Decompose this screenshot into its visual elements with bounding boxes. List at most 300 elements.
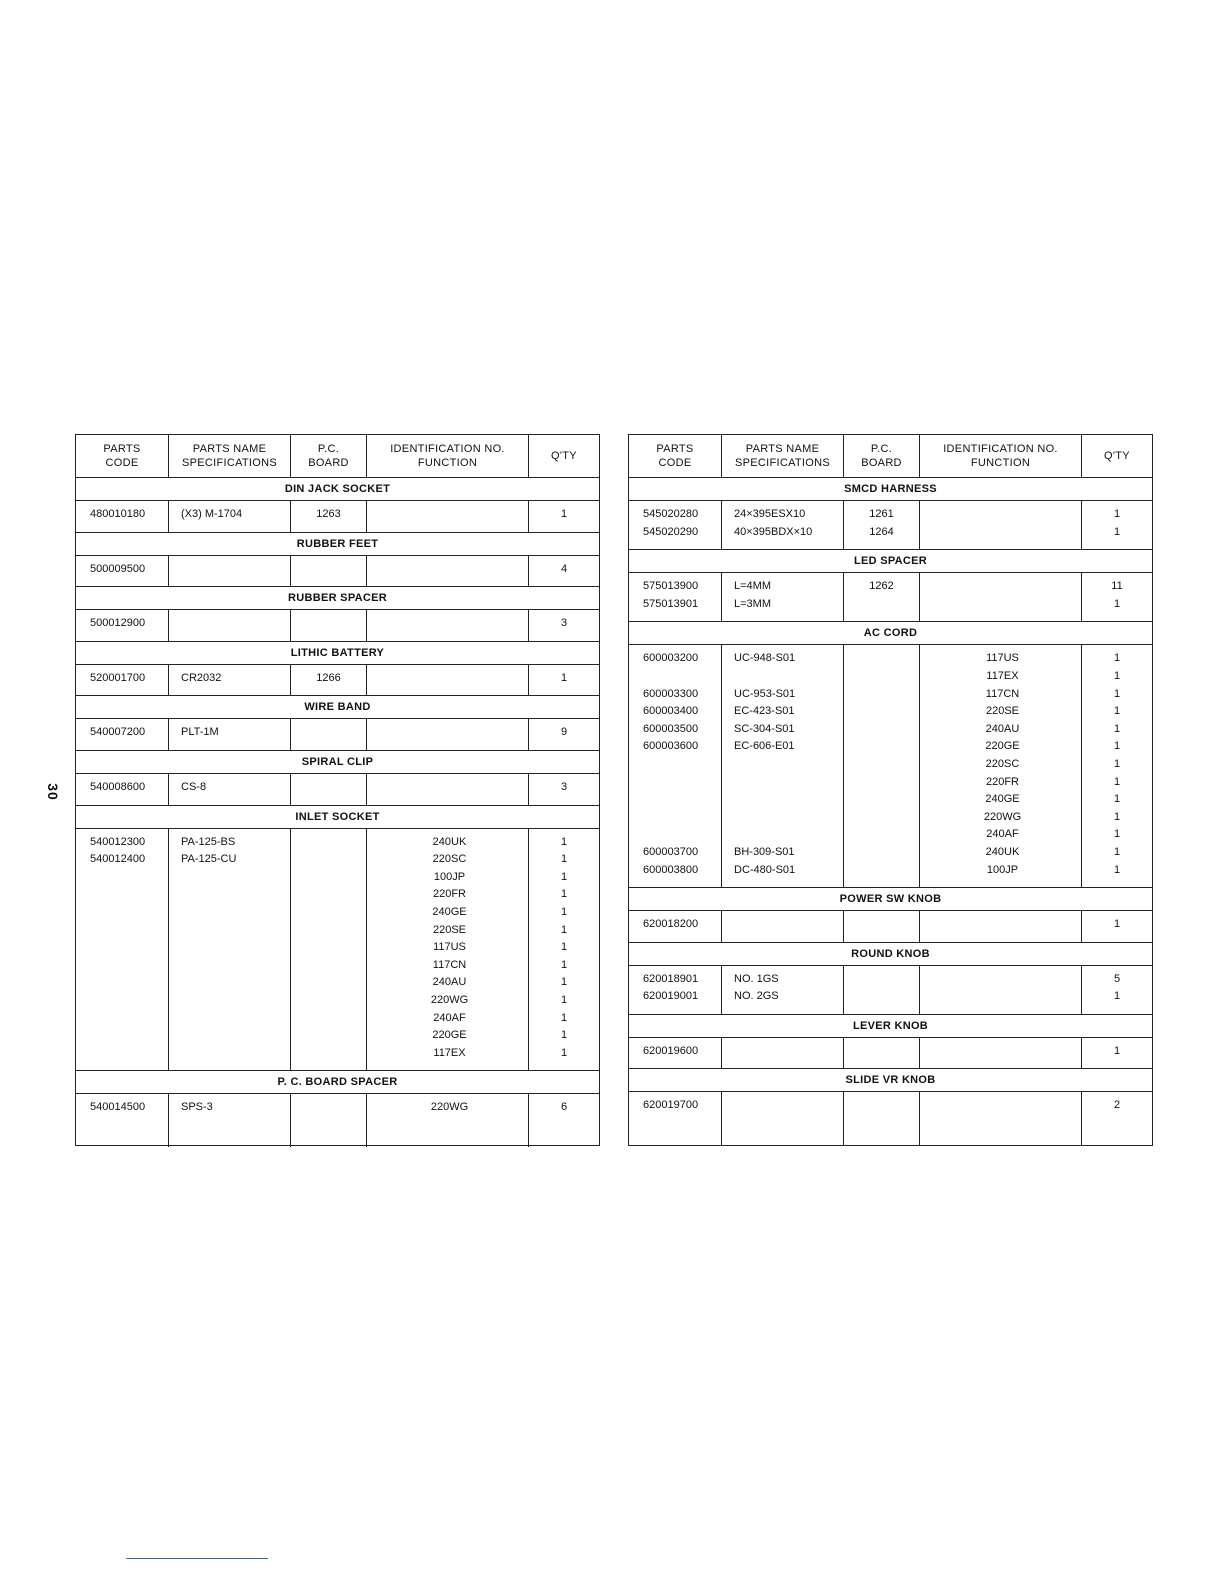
part-spec bbox=[181, 1027, 290, 1045]
quantity: 1 bbox=[1113, 775, 1121, 788]
part-spec bbox=[181, 939, 290, 957]
identification bbox=[371, 779, 528, 797]
header-parts-code-line: CODE bbox=[658, 457, 692, 469]
part-spec bbox=[181, 1045, 290, 1063]
section-body bbox=[629, 501, 1152, 550]
section-title: INLET SOCKET bbox=[76, 806, 599, 829]
identification: 220SE bbox=[432, 923, 467, 936]
pc-board-column bbox=[291, 501, 367, 532]
part-code: 600003800 bbox=[643, 863, 699, 876]
part-spec-column bbox=[169, 610, 291, 641]
pc-board-column bbox=[844, 645, 920, 887]
pc-board bbox=[844, 791, 919, 809]
part-spec bbox=[181, 922, 290, 940]
identification-column bbox=[920, 1038, 1082, 1069]
identification: 117EX bbox=[433, 1046, 466, 1059]
part-code-column bbox=[76, 610, 169, 641]
quantity: 1 bbox=[560, 905, 568, 918]
part-spec-column bbox=[169, 719, 291, 750]
pc-board bbox=[844, 703, 919, 721]
identification bbox=[924, 988, 1081, 1006]
part-code: 600003500 bbox=[643, 722, 699, 735]
pc-board bbox=[844, 844, 919, 862]
section-body bbox=[76, 719, 599, 751]
quantity: 1 bbox=[1113, 845, 1121, 858]
header-parts-code-line: PARTS bbox=[103, 443, 141, 455]
section-title: SLIDE VR KNOB bbox=[629, 1069, 1152, 1092]
identification: 117EX bbox=[986, 669, 1019, 682]
part-spec: 24×395ESX10 bbox=[734, 508, 806, 520]
identification: 220SC bbox=[985, 757, 1020, 770]
part-code-column bbox=[629, 911, 722, 942]
part-code-column bbox=[76, 665, 169, 696]
part-spec-column bbox=[169, 774, 291, 805]
identification-column bbox=[920, 573, 1082, 621]
pc-board bbox=[291, 1010, 366, 1028]
part-code-column bbox=[76, 829, 169, 1071]
quantity: 1 bbox=[1113, 722, 1121, 735]
part-code: 575013901 bbox=[643, 597, 699, 610]
part-spec bbox=[181, 904, 290, 922]
identification: 240GE bbox=[432, 905, 467, 918]
section-body bbox=[76, 665, 599, 697]
quantity: 1 bbox=[1113, 793, 1121, 806]
part-spec: L=3MM bbox=[734, 597, 771, 610]
identification bbox=[924, 916, 1081, 934]
footer-rule bbox=[126, 1558, 268, 1559]
identification-column bbox=[367, 1094, 529, 1147]
part-spec bbox=[181, 869, 290, 887]
identification-column bbox=[367, 610, 529, 641]
part-spec: BH-309-S01 bbox=[734, 845, 795, 858]
part-code: 600003200 bbox=[643, 652, 699, 665]
quantity: 2 bbox=[1113, 1099, 1121, 1112]
header-identification-line: FUNCTION bbox=[417, 457, 478, 469]
part-code: 540012400 bbox=[90, 853, 146, 866]
part-code: 540012300 bbox=[90, 835, 146, 848]
section-body bbox=[629, 1038, 1152, 1070]
section-title: DIN JACK SOCKET bbox=[76, 478, 599, 501]
part-code bbox=[643, 791, 721, 809]
identification-column bbox=[367, 501, 529, 532]
pc-board: 1263 bbox=[316, 508, 341, 520]
part-code: 620018200 bbox=[643, 918, 699, 931]
section-title: AC CORD bbox=[629, 622, 1152, 645]
section-title: LED SPACER bbox=[629, 550, 1152, 573]
part-spec: DC-480-S01 bbox=[734, 863, 796, 876]
header-identification bbox=[367, 435, 529, 477]
section-title: RUBBER SPACER bbox=[76, 587, 599, 610]
pc-board bbox=[291, 974, 366, 992]
pc-board-column bbox=[844, 966, 920, 1014]
part-spec bbox=[181, 992, 290, 1010]
part-code: 545020290 bbox=[643, 525, 699, 538]
pc-board bbox=[844, 809, 919, 827]
part-code: 500012900 bbox=[90, 617, 146, 630]
pc-board bbox=[844, 971, 919, 989]
identification: 240AF bbox=[433, 1011, 466, 1024]
identification: 240UK bbox=[985, 845, 1020, 858]
quantity-column bbox=[1082, 501, 1152, 549]
section-title: WIRE BAND bbox=[76, 696, 599, 719]
part-code bbox=[90, 1045, 168, 1063]
part-code: 620019600 bbox=[643, 1044, 699, 1057]
identification: 220WG bbox=[430, 1101, 469, 1114]
part-code: 520001700 bbox=[90, 671, 146, 684]
part-code-column bbox=[629, 645, 722, 887]
parts-table-left bbox=[75, 434, 600, 1146]
pc-board bbox=[291, 779, 366, 797]
identification: 240UK bbox=[432, 835, 467, 848]
identification: 220FR bbox=[432, 888, 467, 901]
pc-board: 1266 bbox=[316, 671, 341, 684]
header-parts-name-line: PARTS NAME bbox=[745, 443, 820, 455]
identification bbox=[371, 615, 528, 633]
header-pc-board-line: P.C. bbox=[317, 443, 340, 455]
identification bbox=[371, 506, 528, 524]
section-body bbox=[76, 1094, 599, 1147]
pc-board bbox=[291, 1045, 366, 1063]
header-parts-code bbox=[76, 435, 169, 477]
pc-board bbox=[291, 615, 366, 633]
quantity-column bbox=[1082, 1092, 1152, 1145]
quantity-column bbox=[1082, 645, 1152, 887]
pc-board bbox=[844, 826, 919, 844]
pc-board-column bbox=[844, 573, 920, 621]
part-code-column bbox=[629, 1038, 722, 1069]
part-spec: NO. 2GS bbox=[734, 990, 779, 1003]
part-spec bbox=[181, 615, 290, 633]
pc-board bbox=[844, 721, 919, 739]
part-code bbox=[643, 668, 721, 686]
part-spec-column bbox=[169, 556, 291, 587]
identification bbox=[924, 971, 1081, 989]
identification: 100JP bbox=[433, 870, 466, 883]
pc-board-column bbox=[844, 1092, 920, 1145]
part-spec-column bbox=[722, 1092, 844, 1145]
quantity: 1 bbox=[1113, 597, 1121, 610]
part-spec bbox=[734, 774, 843, 792]
part-code: 620019700 bbox=[643, 1099, 699, 1112]
identification bbox=[924, 1097, 1081, 1115]
identification bbox=[924, 1043, 1081, 1061]
identification: 240AF bbox=[986, 828, 1019, 841]
header-qty-line: Q'TY bbox=[551, 450, 577, 462]
identification bbox=[924, 524, 1081, 542]
part-code: 480010180 bbox=[90, 508, 146, 520]
quantity: 1 bbox=[560, 923, 568, 936]
quantity: 1 bbox=[1113, 687, 1121, 700]
identification: 117US bbox=[433, 941, 466, 954]
part-spec: SPS-3 bbox=[181, 1101, 213, 1114]
quantity: 1 bbox=[1113, 525, 1121, 538]
quantity-column bbox=[1082, 1038, 1152, 1069]
quantity: 1 bbox=[560, 1029, 568, 1042]
part-code: 545020280 bbox=[643, 508, 699, 520]
header-pc-board bbox=[844, 435, 920, 477]
identification: 240AU bbox=[432, 976, 467, 989]
pc-board bbox=[844, 650, 919, 668]
header-parts-code-line: PARTS bbox=[656, 443, 694, 455]
quantity-column bbox=[529, 774, 599, 805]
part-spec bbox=[181, 886, 290, 904]
part-code bbox=[643, 756, 721, 774]
part-code bbox=[90, 939, 168, 957]
section-body bbox=[629, 1092, 1152, 1145]
section-title: SPIRAL CLIP bbox=[76, 751, 599, 774]
section-body bbox=[76, 501, 599, 533]
pc-board-column bbox=[291, 665, 367, 696]
part-code bbox=[90, 957, 168, 975]
part-spec: SC-304-S01 bbox=[734, 722, 795, 735]
identification-column bbox=[367, 719, 529, 750]
pc-board-column bbox=[291, 1094, 367, 1147]
pc-board-column bbox=[291, 556, 367, 587]
part-code bbox=[90, 922, 168, 940]
section-body bbox=[76, 829, 599, 1072]
quantity: 4 bbox=[560, 562, 568, 575]
pc-board-column bbox=[291, 610, 367, 641]
header-qty bbox=[1082, 435, 1152, 477]
header-parts-code-line: CODE bbox=[105, 457, 139, 469]
part-spec bbox=[734, 826, 843, 844]
part-code-column bbox=[629, 573, 722, 621]
identification: 117CN bbox=[432, 958, 467, 971]
header-parts-name bbox=[722, 435, 844, 477]
part-code: 540008600 bbox=[90, 780, 146, 793]
pc-board bbox=[844, 1097, 919, 1115]
identification: 220FR bbox=[985, 775, 1020, 788]
pc-board bbox=[844, 774, 919, 792]
section-title: ROUND KNOB bbox=[629, 943, 1152, 966]
part-code-column bbox=[76, 1094, 169, 1147]
header-identification-line: IDENTIFICATION NO. bbox=[943, 443, 1058, 455]
section-title: SMCD HARNESS bbox=[629, 478, 1152, 501]
identification-column bbox=[367, 556, 529, 587]
quantity: 6 bbox=[560, 1101, 568, 1114]
part-spec: EC-423-S01 bbox=[734, 705, 795, 718]
header-identification-line: IDENTIFICATION NO. bbox=[390, 443, 505, 455]
pc-board bbox=[291, 869, 366, 887]
part-code bbox=[643, 809, 721, 827]
pc-board bbox=[844, 756, 919, 774]
quantity: 1 bbox=[560, 993, 568, 1006]
identification: 220WG bbox=[430, 993, 469, 1006]
identification-column bbox=[920, 1092, 1082, 1145]
quantity: 1 bbox=[1113, 828, 1121, 841]
quantity: 1 bbox=[1113, 669, 1121, 682]
identification: 220GE bbox=[432, 1029, 467, 1042]
part-spec-column bbox=[722, 501, 844, 549]
part-code bbox=[90, 992, 168, 1010]
pc-board-column bbox=[291, 774, 367, 805]
part-spec-column bbox=[169, 501, 291, 532]
part-spec-column bbox=[722, 645, 844, 887]
quantity: 1 bbox=[1113, 705, 1121, 718]
part-spec bbox=[734, 916, 843, 934]
part-code-column bbox=[76, 719, 169, 750]
pc-board bbox=[291, 939, 366, 957]
header-pc-board-line: P.C. bbox=[870, 443, 893, 455]
section-body bbox=[629, 645, 1152, 888]
section-body bbox=[629, 966, 1152, 1015]
quantity: 1 bbox=[560, 1046, 568, 1059]
pc-board-column bbox=[844, 501, 920, 549]
pc-board bbox=[291, 1099, 366, 1117]
pc-board bbox=[291, 904, 366, 922]
part-code bbox=[90, 904, 168, 922]
quantity: 1 bbox=[1113, 757, 1121, 770]
quantity: 3 bbox=[560, 780, 568, 793]
quantity: 1 bbox=[560, 976, 568, 989]
part-spec bbox=[734, 809, 843, 827]
identification-column bbox=[367, 774, 529, 805]
quantity-column bbox=[529, 610, 599, 641]
part-spec-column bbox=[722, 911, 844, 942]
quantity: 1 bbox=[1113, 1044, 1121, 1057]
identification-column bbox=[367, 829, 529, 1071]
identification-column bbox=[367, 665, 529, 696]
quantity: 1 bbox=[560, 671, 568, 684]
pc-board-column bbox=[844, 911, 920, 942]
section-body bbox=[629, 911, 1152, 943]
pc-board bbox=[844, 916, 919, 934]
part-code: 620019001 bbox=[643, 990, 699, 1003]
header-parts-name-line: SPECIFICATIONS bbox=[734, 457, 831, 469]
part-code bbox=[90, 1010, 168, 1028]
part-code: 600003600 bbox=[643, 740, 699, 753]
part-spec-column bbox=[722, 573, 844, 621]
part-code-column bbox=[629, 966, 722, 1014]
quantity: 9 bbox=[560, 726, 568, 739]
pc-board bbox=[291, 834, 366, 852]
pc-board bbox=[844, 738, 919, 756]
header-parts-name-line: SPECIFICATIONS bbox=[181, 457, 278, 469]
part-code-column bbox=[76, 501, 169, 532]
part-spec bbox=[734, 668, 843, 686]
pc-board bbox=[844, 668, 919, 686]
part-spec bbox=[734, 756, 843, 774]
part-code-column bbox=[629, 501, 722, 549]
part-code-column bbox=[629, 1092, 722, 1145]
part-code-column bbox=[76, 556, 169, 587]
pc-board bbox=[844, 596, 919, 614]
header-pc-board-line: BOARD bbox=[308, 457, 349, 469]
header-qty-line: Q'TY bbox=[1104, 450, 1130, 462]
header-pc-board-line: BOARD bbox=[861, 457, 902, 469]
pc-board-column bbox=[291, 829, 367, 1071]
quantity: 1 bbox=[1113, 652, 1121, 665]
part-spec-column bbox=[169, 829, 291, 1071]
identification: 220GE bbox=[985, 740, 1020, 753]
quantity: 1 bbox=[560, 1011, 568, 1024]
part-code bbox=[643, 774, 721, 792]
section-body bbox=[76, 556, 599, 588]
part-code: 575013900 bbox=[643, 580, 699, 593]
part-spec: EC-606-E01 bbox=[734, 740, 795, 753]
part-spec: UC-948-S01 bbox=[734, 652, 796, 665]
header-parts-name-line: PARTS NAME bbox=[192, 443, 267, 455]
section-body bbox=[629, 573, 1152, 622]
part-spec: 40×395BDX×10 bbox=[734, 525, 813, 538]
identification-column bbox=[920, 645, 1082, 887]
part-code-column bbox=[76, 774, 169, 805]
part-spec: PLT-1M bbox=[181, 726, 219, 739]
identification bbox=[924, 578, 1081, 596]
part-spec: UC-953-S01 bbox=[734, 687, 796, 700]
identification: 117CN bbox=[985, 687, 1020, 700]
identification-column bbox=[920, 966, 1082, 1014]
part-spec bbox=[734, 1097, 843, 1115]
quantity: 3 bbox=[560, 617, 568, 630]
section-title: LEVER KNOB bbox=[629, 1015, 1152, 1038]
section-title: POWER SW KNOB bbox=[629, 888, 1152, 911]
page-number: 30 bbox=[44, 783, 61, 801]
header-identification bbox=[920, 435, 1082, 477]
quantity-column bbox=[529, 501, 599, 532]
pc-board bbox=[844, 988, 919, 1006]
part-code: 540007200 bbox=[90, 726, 146, 739]
part-spec: PA-125-CU bbox=[181, 853, 237, 866]
identification bbox=[924, 506, 1081, 524]
quantity-column bbox=[1082, 966, 1152, 1014]
quantity: 1 bbox=[1113, 740, 1121, 753]
part-code bbox=[90, 974, 168, 992]
part-spec: CR2032 bbox=[181, 671, 222, 684]
pc-board-column bbox=[844, 1038, 920, 1069]
quantity: 1 bbox=[560, 835, 568, 848]
pc-board bbox=[291, 992, 366, 1010]
identification-column bbox=[920, 501, 1082, 549]
identification: 240GE bbox=[985, 793, 1020, 806]
pc-board: 1264 bbox=[869, 525, 894, 538]
part-spec bbox=[181, 974, 290, 992]
pc-board bbox=[291, 561, 366, 579]
pc-board bbox=[844, 1043, 919, 1061]
identification bbox=[371, 561, 528, 579]
quantity: 1 bbox=[560, 870, 568, 883]
quantity-column bbox=[1082, 911, 1152, 942]
part-code: 540014500 bbox=[90, 1101, 146, 1114]
identification: 220SE bbox=[985, 705, 1020, 718]
part-code: 600003700 bbox=[643, 845, 699, 858]
pc-board: 1261 bbox=[869, 508, 894, 520]
pc-board bbox=[844, 862, 919, 880]
header-parts-code bbox=[629, 435, 722, 477]
pc-board bbox=[291, 1027, 366, 1045]
quantity: 11 bbox=[1111, 580, 1123, 593]
identification bbox=[371, 670, 528, 688]
part-spec bbox=[181, 1010, 290, 1028]
pc-board bbox=[844, 686, 919, 704]
part-spec-column bbox=[169, 665, 291, 696]
pc-board-column bbox=[291, 719, 367, 750]
part-code bbox=[643, 826, 721, 844]
identification: 240AU bbox=[985, 722, 1020, 735]
quantity: 1 bbox=[560, 508, 568, 520]
quantity: 1 bbox=[560, 958, 568, 971]
pc-board bbox=[291, 851, 366, 869]
quantity: 1 bbox=[1113, 508, 1121, 520]
quantity-column bbox=[529, 556, 599, 587]
quantity: 1 bbox=[1113, 810, 1121, 823]
identification bbox=[924, 596, 1081, 614]
parts-table-right bbox=[628, 434, 1153, 1146]
identification: 220SC bbox=[432, 853, 467, 866]
identification: 117US bbox=[986, 652, 1019, 665]
quantity-column bbox=[1082, 573, 1152, 621]
part-spec-column bbox=[722, 1038, 844, 1069]
